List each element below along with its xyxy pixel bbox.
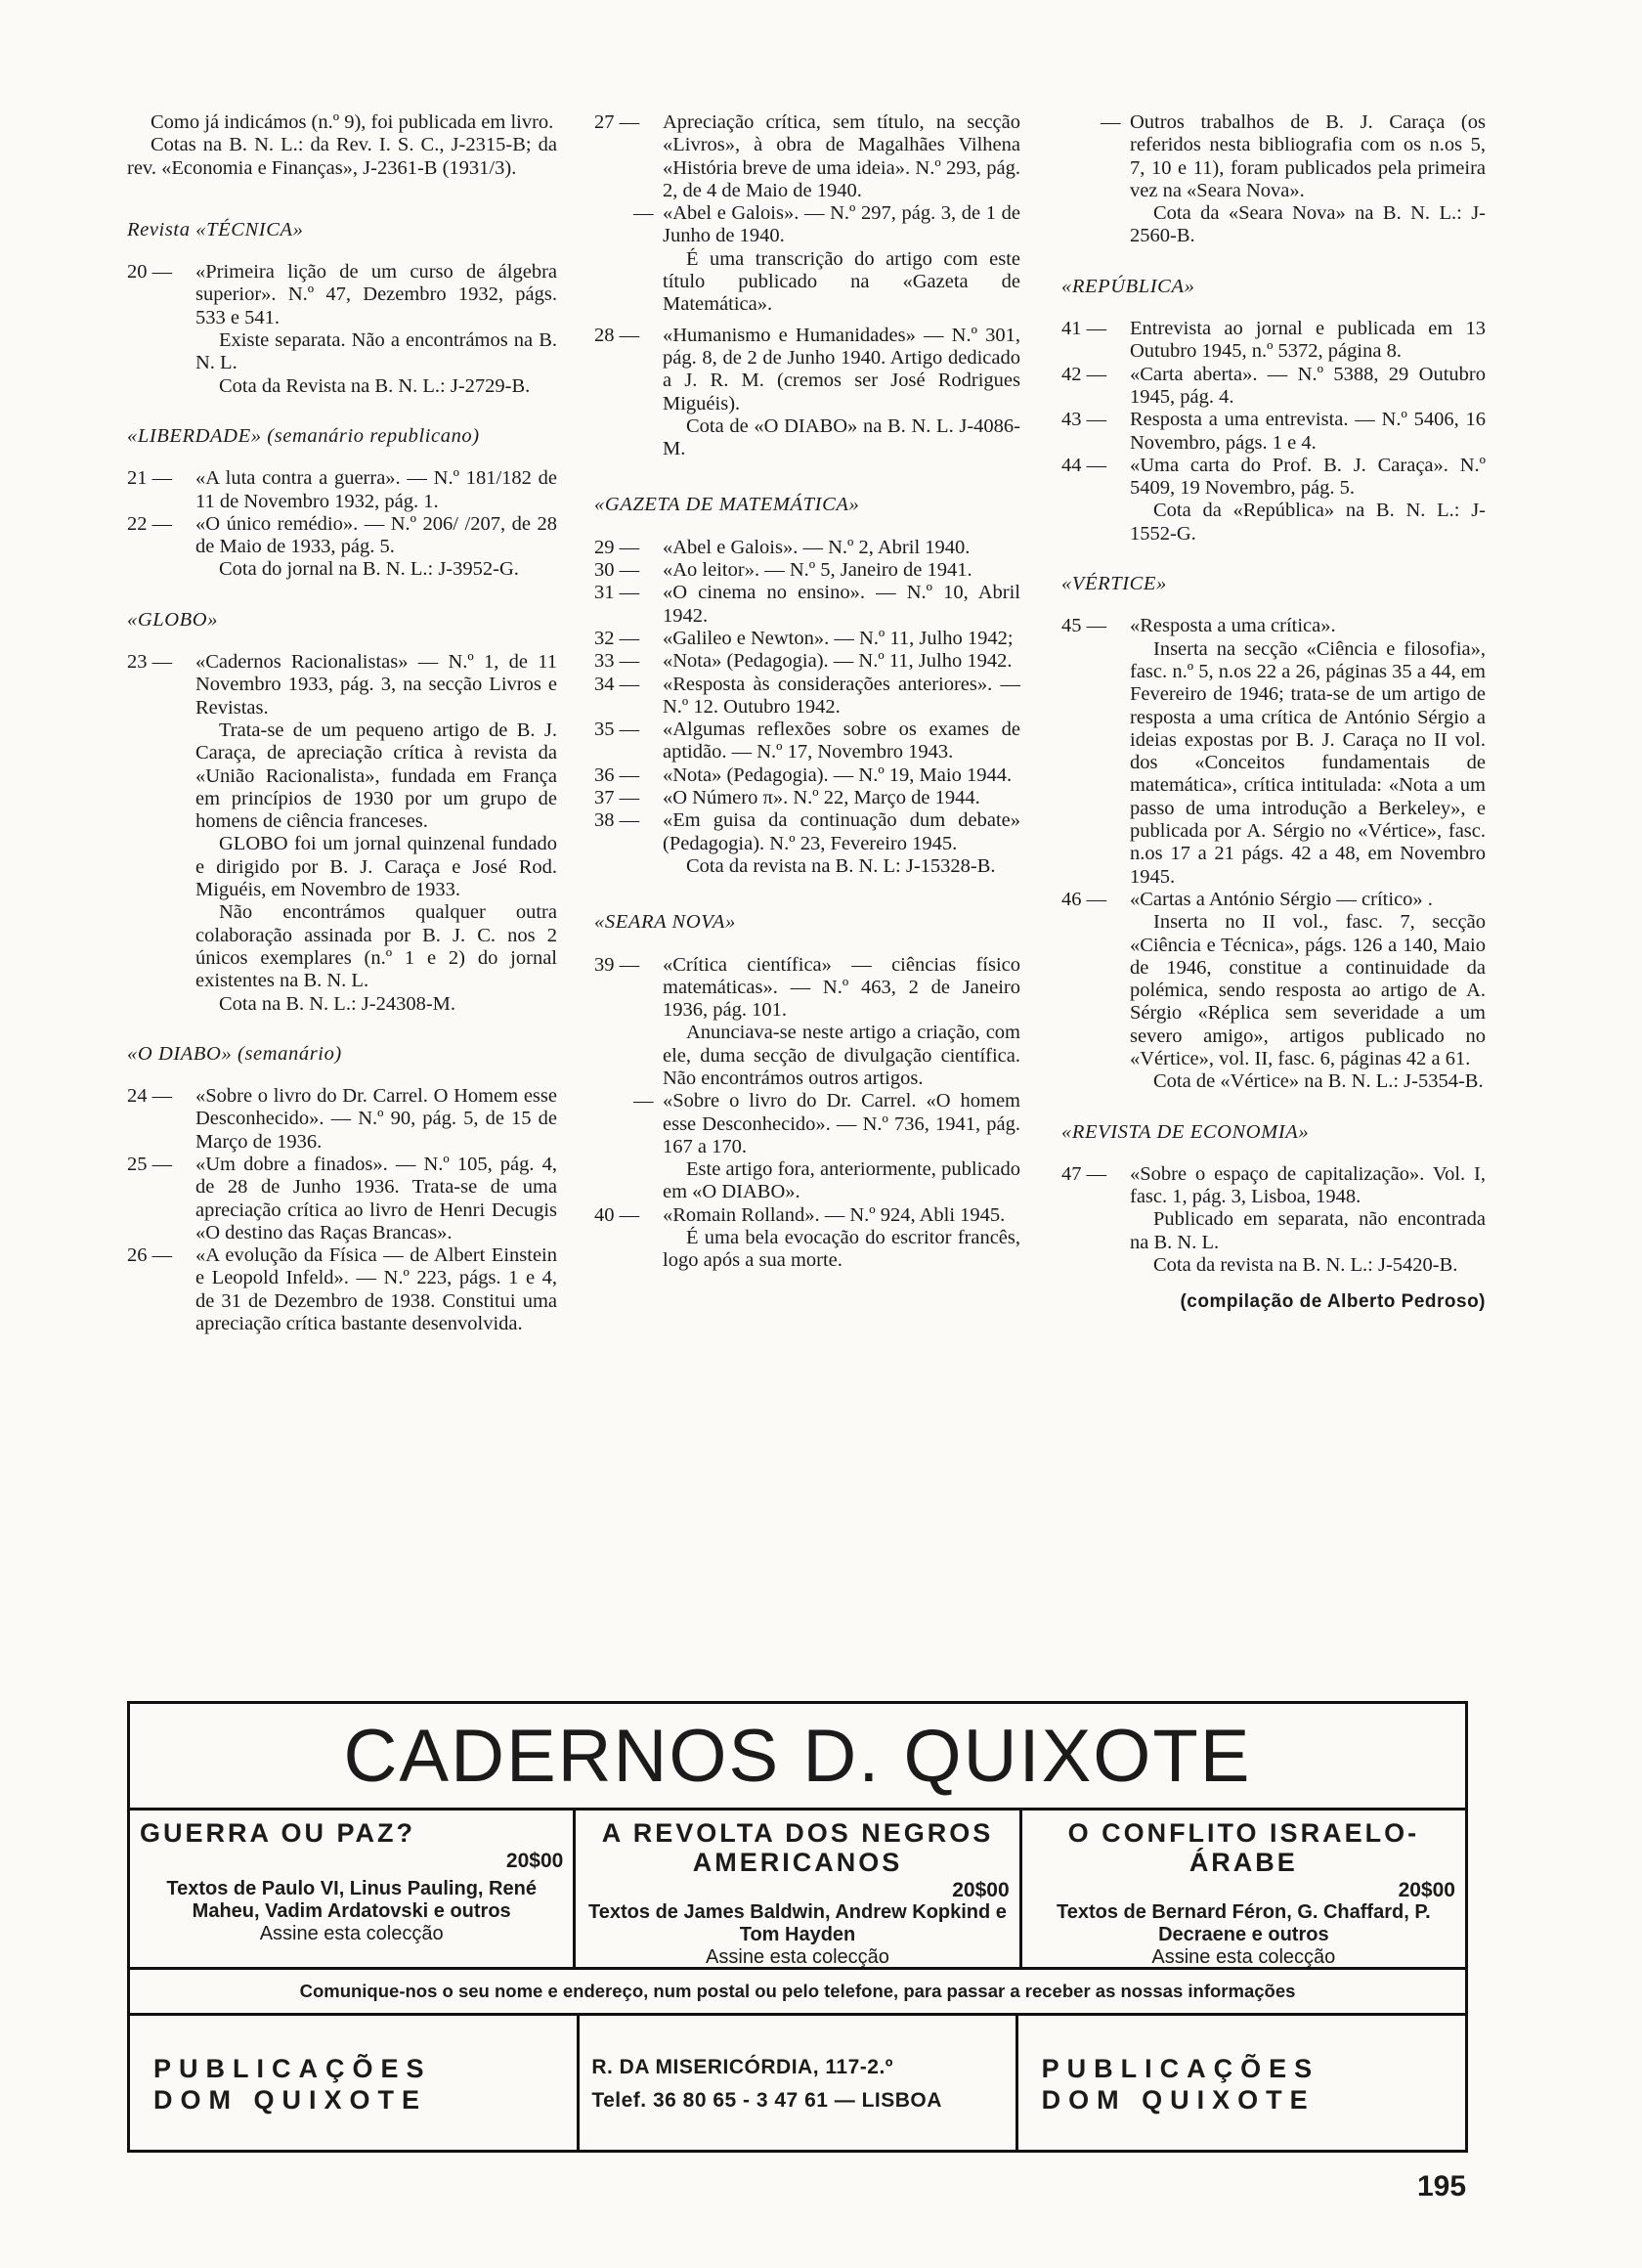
book-authors: Textos de Bernard Féron, G. Chaffard, P. Decraene e outros (1056, 1901, 1431, 1945)
publisher-line: DOM QUIXOTE (153, 2085, 428, 2115)
book-card (573, 1810, 1018, 1967)
section-globo: «GLOBO» (127, 608, 219, 631)
phone: Telef. 36 80 65 - 3 47 61 — LISBOA (591, 2089, 942, 2112)
note: Não encontrámos qualquer outra colaboração assinada por B. J. C. nos 2 únicos exemplares (n.º 1 e 2) do jornal existentes na B. N. L. (195, 901, 557, 992)
note: Cota de «O DIABO» na B. N. L. J-4086-M. (663, 414, 1020, 460)
publisher-right (1015, 2016, 1465, 2153)
note: Trata-se de um pequeno artigo de B. J. Caraça, de apreciação crítica à revista da «União Racionalista», fundada em França em princípios de 1930 por um grupo de homens de ciência franceses. (195, 719, 557, 833)
entry-22: 22 — «O único remédio». — N.º 206/ /207, de 28 de Maio de 1933, pág. 5. (127, 512, 557, 558)
entry-27b: — «Abel e Galois». — N.º 297, pág. 3, de 1 de Junho de 1940. (633, 202, 1020, 247)
subscribe-link[interactable]: Assine esta colecção (1151, 1946, 1336, 1968)
info-strip: Comunique-nos o seu nome e endereço, num postal ou pelo telefone, para passar a receber as nossas informações (130, 1970, 1465, 2016)
section-economia: «REVISTA DE ECONOMIA» (1061, 1120, 1310, 1143)
entry-29: 29 — «Abel e Galois». — N.º 2, Abril 1940. (594, 536, 971, 558)
section-vertice: «VÉRTICE» (1061, 573, 1167, 595)
note: Cota na B. N. L.: J-24308-M. (219, 992, 455, 1015)
note: Existe separata. Não a encontrámos na B. N. L. (195, 329, 557, 374)
entry-38: 38 — «Em guisa da continuação dum debate» (Pedagogia). N.º 23, Fevereiro 1945. (594, 809, 1020, 854)
book-card (1019, 1810, 1465, 1967)
entry-37: 37 — «O Número π». N.º 22, Março de 1944. (594, 787, 980, 809)
note: Cota da revista na B. N. L.: J-5420-B. (1153, 1254, 1458, 1277)
section-diabo: «O DIABO» (semanário) (127, 1042, 342, 1065)
entry-43: 43 — Resposta a uma entrevista. — N.º 5406, 16 Novembro, págs. 1 e 4. (1061, 409, 1486, 454)
note: É uma bela evocação do escritor francês, logo após a sua morte. (663, 1227, 1020, 1272)
entry-26: 26 — «A evolução da Física — de Albert Einstein e Leopold Infeld». — N.º 223, págs. 1 e 4, de 31 de Dezembro de 1938. Constitui uma apreciação crítica bastante desenvolvida. (127, 1244, 557, 1335)
entry-40b: — Outros trabalhos de B. J. Caraça (os referidos nesta bibliografia com os n.os 5, 7, 10 e 11), foram publicados pela primeira vez na «Seara Nova». (1101, 111, 1486, 201)
publisher-left (130, 2016, 577, 2153)
entry-39: 39 — «Crítica científica» — ciências físico matemáticas». — N.º 463, 2 de Janeiro 1936, pág. 101. (594, 953, 1020, 1022)
section-seara: «SEARA NOVA» (594, 911, 736, 934)
note: Cota da «República» na B. N. L.: J-1552-G. (1130, 500, 1486, 545)
section-gazeta: «GAZETA DE MATEMÁTICA» (594, 494, 860, 516)
entry-28: 28 — «Humanismo e Humanidades» — N.º 301, pág. 8, de 2 de Junho 1940. Artigo dedicado a J. R. M. (cremos ser José Rodrigues Miguéis). (594, 324, 1020, 414)
entry-41: 41 — Entrevista ao jornal e publicada em 13 Outubro 1945, n.º 5372, página 8. (1061, 318, 1486, 363)
book-authors: Textos de Paulo VI, Linus Pauling, René Maheu, Vadim Ardatovski e outros (166, 1878, 537, 1922)
entry-39b: — «Sobre o livro do Dr. Carrel. «O homem esse Desconhecido». — N.º 736, 1941, pág. 167 a 170. (633, 1090, 1020, 1157)
entry-45: 45 — «Resposta a uma crítica». (1061, 615, 1336, 637)
note: Cota da «Seara Nova» na B. N. L.: J-2560-B. (1130, 202, 1486, 247)
note: GLOBO foi um jornal quinzenal fundado e dirigido por B. J. Caraça e José Rod. Miguéis, em Novembro de 1933. (195, 833, 557, 901)
book-row (130, 1810, 1465, 1970)
entry-40: 40 — «Romain Rolland». — N.º 924, Abli 1945. (594, 1203, 1006, 1226)
entry-24: 24 — «Sobre o livro do Dr. Carrel. O Homem esse Desconhecido». — N.º 90, pág. 5, de 15 de Março de 1936. (127, 1085, 557, 1153)
book-title: O CONFLITO ISRAELO-ÁRABE (1067, 1818, 1420, 1877)
book-price: 20$00 (952, 1879, 1010, 1901)
note: Cota do jornal na B. N. L.: J-3952-G. (219, 558, 519, 581)
note: Cota da Revista na B. N. L.: J-2729-B. (219, 374, 531, 397)
book-price: 20$00 (505, 1850, 564, 1872)
address: R. DA MISERICÓRDIA, 117-2.º (591, 2056, 893, 2078)
note: Publicado em separata, não encontrada na B. N. L. (1130, 1208, 1486, 1253)
entry-21: 21 — «A luta contra a guerra». — N.º 181/182 de 11 de Novembro 1932, pág. 1. (127, 467, 557, 512)
page-number: 195 (1417, 2170, 1467, 2203)
entry-31: 31 — «O cinema no ensino». — N.º 10, Abril 1942. (594, 582, 1020, 627)
note: Este artigo fora, anteriormente, publicado em «O DIABO». (663, 1158, 1020, 1203)
entry-34: 34 — «Resposta às considerações anteriores». — N.º 12. Outubro 1942. (594, 673, 1020, 718)
book-card (130, 1810, 573, 1967)
section-liberdade: «LIBERDADE» (semanário republicano) (127, 424, 480, 447)
entry-25: 25 — «Um dobre a finados». — N.º 105, pág. 4, de 28 de Junho 1936. Trata-se de uma apreciação crítica ao livro de Henri Decugis «O destino das Raças Brancas». (127, 1153, 557, 1243)
section-republica: «REPÚBLICA» (1061, 275, 1195, 297)
note: É uma transcrição do artigo com este título publicado na «Gazeta de Matemática». (663, 247, 1020, 316)
intro-cotas: Cotas na B. N. L.: da Rev. I. S. C., J-2315-B; da rev. «Economia e Finanças», J-2361-B (1931/3). (127, 134, 557, 179)
book-title: A REVOLTA DOS NEGROS AMERICANOS (601, 1818, 994, 1877)
entry-27: 27 — Apreciação crítica, sem título, na secção «Livros», à obra de Magalhães Vilhena «História breve de uma ideia». N.º 293, pág. 2, de 4 de Maio de 1940. (594, 111, 1020, 201)
book-price: 20$00 (1398, 1879, 1455, 1901)
publisher-address (577, 2016, 1015, 2153)
entry-36: 36 — «Nota» (Pedagogia). — N.º 19, Maio 1944. (594, 763, 1013, 786)
note: Inserta na secção «Ciência e filosofia», fasc. n.º 5, n.os 22 a 26, páginas 35 a 44, em Fevereiro de 1946; trata-se de um artigo de resposta a uma crítica de António Sérgio a ideias expostas por B. J. Caraça no II vol. dos «Conceitos fundamentais de matemática», crítica intitulada: «Nota a um passo de uma introdução a Berkeley», e publicada por A. Sérgio no «Vértice», fasc. n.os 17 a 21 págs. 42 a 48, em Novembro 1945. (1130, 637, 1486, 888)
note: Cota de «Vértice» na B. N. L.: J-5354-B. (1153, 1070, 1484, 1093)
publisher-line: PUBLICAÇÕES (153, 2054, 432, 2083)
publisher-line: DOM QUIXOTE (1041, 2085, 1316, 2115)
signature: (compilação de Alberto Pedroso) (1180, 1291, 1486, 1313)
subscribe-link[interactable]: Assine esta colecção (259, 1923, 444, 1944)
note: Inserta no II vol., fasc. 7, secção «Ciência e Técnica», págs. 126 a 140, Maio de 1946, constitue a continuidade da polémica, sendo resposta ao artigo de A. Sérgio «Réplica sem severidade a um severo amigo», artigos publicado no «Vértice», vol. II, fasc. 6, páginas 42 a 61. (1130, 911, 1486, 1069)
column-1 (127, 111, 557, 1335)
entry-20: 20 — «Primeira lição de um curso de álgebra superior». N.º 47, Dezembro 1932, págs. 533 e 541. (127, 261, 557, 328)
entry-46: 46 — «Cartas a António Sérgio — crítico» . (1061, 888, 1433, 910)
entry-30: 30 — «Ao leitor». — N.º 5, Janeiro de 1941. (594, 559, 972, 582)
column-2 (594, 111, 1020, 1273)
intro-paragraph: Como já indicámos (n.º 9), foi publicada em livro. (151, 111, 554, 133)
note: Cota da revista na B. N. L: J-15328-B. (686, 854, 996, 877)
entry-35: 35 — «Algumas reflexões sobre os exames de aptidão. — N.º 17, Novembro 1943. (594, 719, 1020, 763)
entry-44: 44 — «Uma carta do Prof. B. J. Caraça». N.º 5409, 19 Novembro, pág. 5. (1061, 454, 1486, 500)
advertisement (127, 1701, 1468, 2153)
entry-32: 32 — «Galileo e Newton». — N.º 11, Julho 1942; (594, 627, 1014, 649)
book-authors: Textos de James Baldwin, Andrew Kopkind e Tom Hayden (588, 1901, 1007, 1945)
ad-footer (130, 2016, 1465, 2153)
section-tecnica: Revista «TÉCNICA» (127, 218, 304, 240)
publisher-line: PUBLICAÇÕES (1041, 2054, 1320, 2083)
ad-title: CADERNOS D. QUIXOTE (130, 1704, 1465, 1810)
entry-33: 33 — «Nota» (Pedagogia). — N.º 11, Julho 1942. (594, 650, 1013, 673)
subscribe-link[interactable]: Assine esta colecção (706, 1946, 889, 1968)
entry-42: 42 — «Carta aberta». — N.º 5388, 29 Outubro 1945, pág. 4. (1061, 363, 1486, 408)
entry-23: 23 — «Cadernos Racionalistas» — N.º 1, de 11 Novembro 1933, pág. 3, na secção Livros e Revistas. (127, 651, 557, 719)
note: Anunciava-se neste artigo a criação, com ele, duma secção de divulgação científica. Não encontrámos outros artigos. (663, 1022, 1020, 1089)
column-3 (1061, 111, 1486, 1314)
book-title: GUERRA OU PAZ? (140, 1818, 415, 1848)
entry-47: 47 — «Sobre o espaço de capitalização». Vol. I, fasc. 1, pág. 3, Lisboa, 1948. (1061, 1162, 1486, 1208)
